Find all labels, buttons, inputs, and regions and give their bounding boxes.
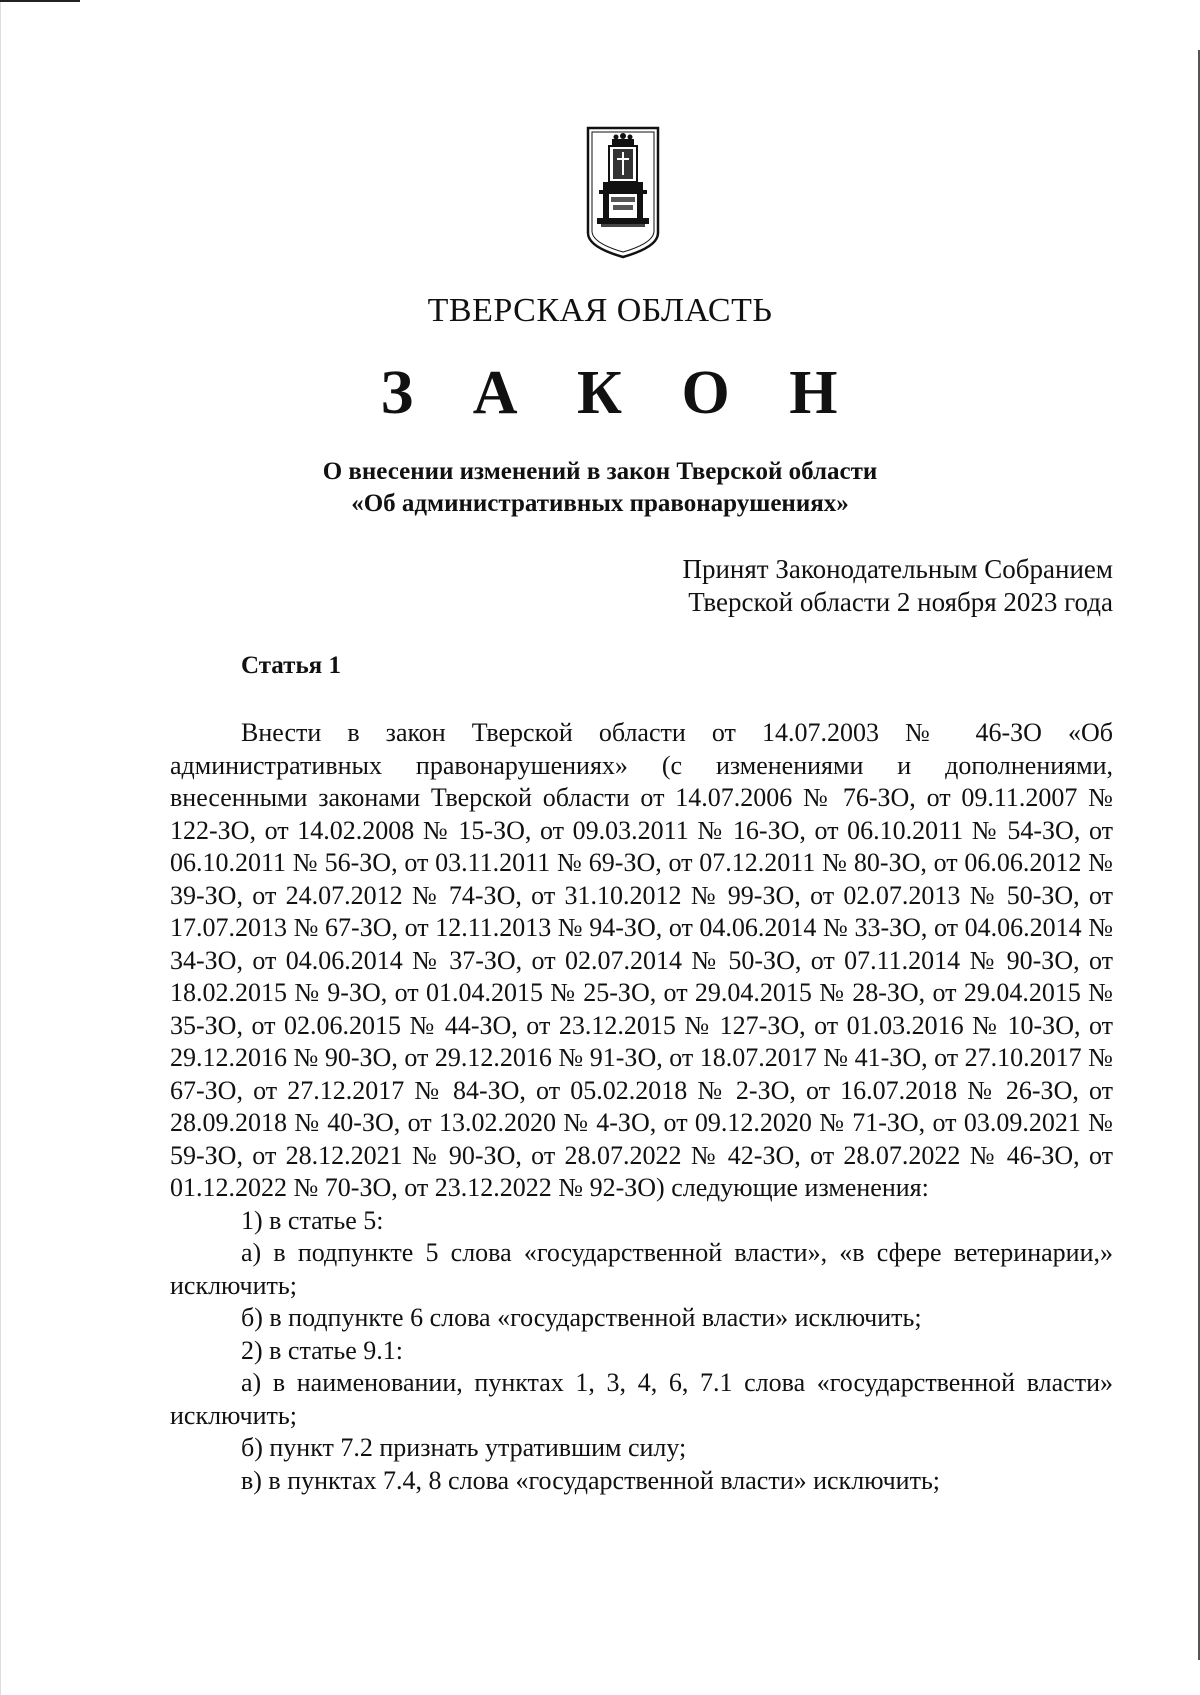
scan-edge-left xyxy=(0,0,1,1695)
adoption-line-1: Принят Законодательным Собранием xyxy=(682,554,1113,584)
article-heading: Статья 1 xyxy=(241,652,341,679)
adoption-line-2: Тверской области 2 ноября 2023 года xyxy=(688,587,1113,617)
subject-line-2: «Об административных правонарушениях» xyxy=(351,490,849,517)
article-item: б) пункт 7.2 признать утратившим силу; xyxy=(241,1433,687,1462)
article-item: 1) в статье 5: xyxy=(241,1205,384,1235)
article-item: 2) в статье 9.1: xyxy=(241,1335,404,1365)
coat-of-arms-emblem xyxy=(585,125,661,260)
article-item: в) в пунктах 7.4, 8 слова «государственной власти» исключить; xyxy=(241,1465,941,1495)
subject-line-1: О внесении изменений в закон Тверской области xyxy=(322,458,878,485)
document-type-title: З А К О Н xyxy=(380,359,860,427)
article-item: а) в наименовании, пунктах 1, 3, 4, 6, 7.1 слова «государственной власти» исключить; xyxy=(170,1368,1113,1430)
article-item: б) в подпункте 6 слова «государственной власти» исключить; xyxy=(241,1303,922,1332)
article-body xyxy=(170,717,1113,1497)
article-intro-paragraph: Внести в закон Тверской области от 14.07.2003 № 46-ЗО «Об административных правонарушениях» (с изменениями и дополнениями, внесенными законами Тверской области от 14.07.2006 № 76-ЗО, от 09.11.2007 № 122-ЗО, от 14.02.2008 № 15-ЗО, от 09.03.2011 № 16-ЗО, от 06.10.2011 № 54-ЗО, от 06.10.2011 № 56-ЗО, от 03.11.2011 № 69-ЗО, от 07.12.2011 № 80-ЗО, от 06.06.2012 № 39-ЗО, от 24.07.2012 № 74-ЗО, от 31.10.2012 № 99-ЗО, от 02.07.2013 № 50-ЗО, от 17.07.2013 № 67-ЗО, от 12.11.2013 № 94-ЗО, от 04.06.2014 № 33-ЗО, от 04.06.2014 № 34-ЗО, от 04.06.2014 № 37-ЗО, от 02.07.2014 № 50-ЗО, от 07.11.2014 № 90-ЗО, от 18.02.2015 № 9-ЗО, от 01.04.2015 № 25-ЗО, от 29.04.2015 № 28-ЗО, от 29.04.2015 № 35-ЗО, от 02.06.2015 № 44-ЗО, от 23.12.2015 № 127-ЗО, от 01.03.2016 № 10-ЗО, от 29.12.2016 № 90-ЗО, от 29.12.2016 № 91-ЗО, от 18.07.2017 № 41-ЗО, от 27.10.2017 № 67-ЗО, от 27.12.2017 № 84-ЗО, от 05.02.2018 № 2-ЗО, от 16.07.2018 № 26-ЗО, от 28.09.2018 № 40-ЗО, от 13.02.2020 № 4-ЗО, от 09.12.2020 № 71-ЗО, от 03.09.2021 № 59-ЗО, от 28.12.2021 № 90-ЗО, от 28.07.2022 № 42-ЗО, от 28.07.2022 № 46-ЗО, от 01.12.2022 № 70-ЗО, от 23.12.2022 № 92-ЗО) следующие изменения: xyxy=(170,718,1113,1202)
adoption-note xyxy=(682,553,1113,619)
article-item: а) в подпункте 5 слова «государственной власти», «в сфере ветеринарии,» исключить; xyxy=(170,1238,1113,1300)
region-title: ТВЕРСКАЯ ОБЛАСТЬ xyxy=(427,292,773,329)
scan-edge-top xyxy=(0,0,80,2)
law-subject xyxy=(0,456,1200,520)
